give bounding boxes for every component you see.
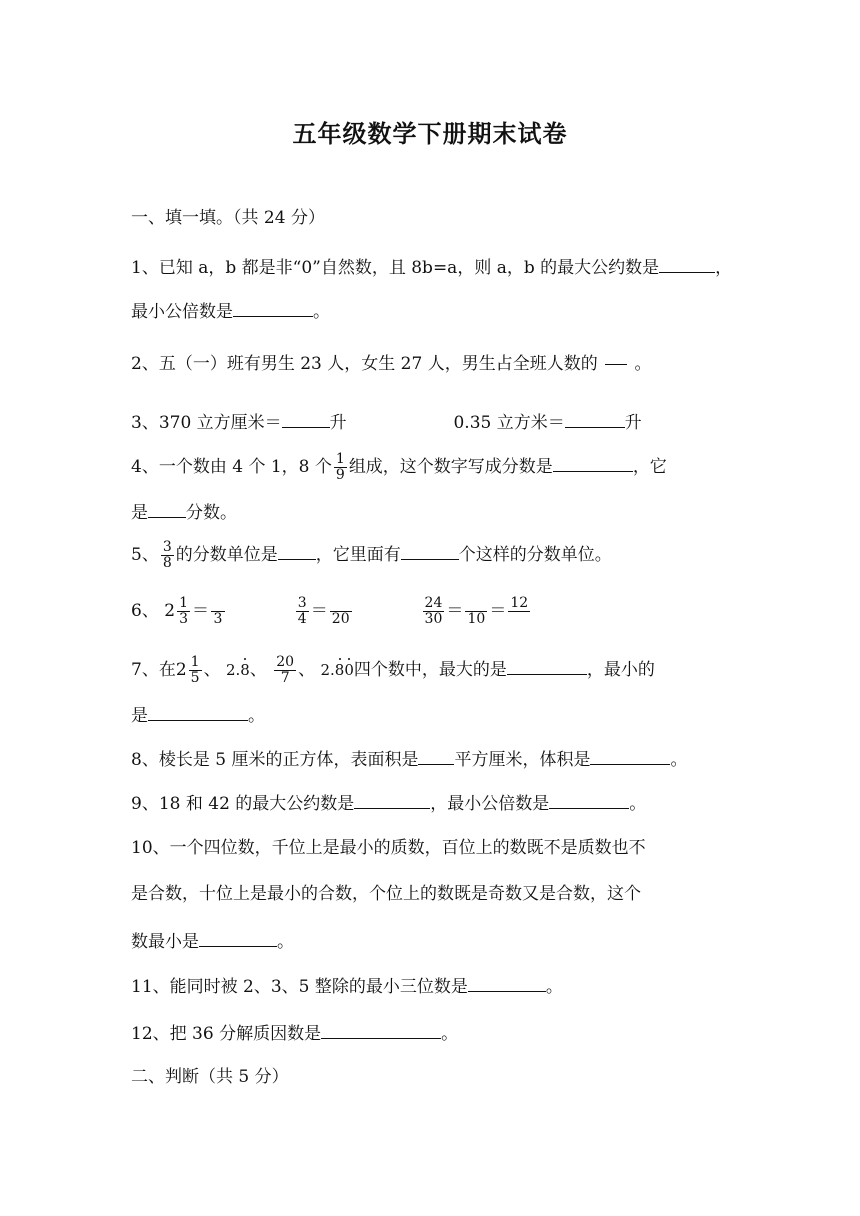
answer-blank[interactable] — [354, 790, 430, 809]
answer-blank[interactable] — [565, 409, 625, 428]
question-4-line-2 — [131, 499, 237, 525]
answer-blank[interactable] — [148, 702, 248, 721]
q4b-post: 分数。 — [186, 503, 237, 523]
q5-end: 个这样的分数单位。 — [458, 545, 612, 565]
q5-text-2: ，它里面有 — [315, 545, 401, 565]
question-2 — [131, 349, 652, 380]
q3a-text: 3、370 立方厘米＝ — [131, 413, 282, 433]
section-heading-2: 二、判断（共 5 分） — [131, 1067, 289, 1087]
mixed-whole: 2 — [164, 601, 176, 621]
question-11 — [131, 973, 563, 999]
q4b-pre: 是 — [131, 503, 148, 523]
q8-end: 。 — [670, 750, 688, 770]
answer-blank[interactable] — [659, 254, 715, 273]
q3b-text: 0.35 立方米＝ — [453, 413, 565, 433]
q8-text-2: 平方厘米，体积是 — [454, 750, 591, 770]
answer-blank[interactable] — [233, 298, 313, 317]
q6-label: 6、 — [131, 601, 159, 621]
q9-end: 。 — [629, 794, 647, 814]
question-1-line-2 — [131, 298, 330, 324]
q1b-text: 最小公倍数是 — [131, 302, 233, 322]
fraction: $\frac{24}{30}$ — [424, 595, 443, 627]
q7b-end: 。 — [248, 706, 265, 726]
fraction-answer-blank[interactable]: 12 — [510, 595, 529, 611]
answer-blank[interactable] — [148, 499, 186, 518]
q2-text: 2、五（一）班有男生 23 人，女生 27 人，男生占全班人数的 — [131, 354, 598, 374]
question-8 — [131, 746, 687, 772]
q11-end: 。 — [545, 977, 563, 997]
fraction: $\frac{1}{3}$ — [179, 595, 188, 627]
fraction: $\frac{20}{7}$ — [276, 654, 295, 686]
q11-text: 11、能同时被 2、3、5 整除的最小三位数是 — [131, 977, 468, 997]
question-10-line-3 — [131, 928, 294, 954]
q2-end: 。 — [634, 354, 652, 374]
answer-blank[interactable] — [468, 973, 546, 992]
question-12 — [131, 1020, 458, 1046]
q12-text: 12、把 36 分解质因数是 — [131, 1024, 322, 1044]
q9-text-2: ，最小公倍数是 — [430, 794, 550, 814]
fraction-answer-blank[interactable]: 10 — [465, 596, 487, 627]
fraction: $\frac{1}{5}$ — [190, 654, 200, 686]
question-10-line-1: 10、一个四位数，千位上是最小的质数，百位上的数既不是质数也不 — [131, 838, 646, 858]
answer-blank[interactable] — [590, 746, 670, 765]
q1b-end: 。 — [313, 302, 330, 322]
mixed-whole: 2 — [175, 660, 187, 680]
question-10-line-2: 是合数，十位上是最小的合数，个位上的数既是奇数又是合数，这个 — [131, 884, 641, 904]
answer-blank[interactable] — [282, 409, 330, 428]
q8-text: 8、棱长是 5 厘米的正方体，表面积是 — [131, 750, 419, 770]
fraction-answer-blank[interactable]: 3 — [211, 596, 225, 627]
answer-blank[interactable] — [321, 1020, 441, 1039]
q4-text-2: 组成，这个数字写成分数是 — [348, 457, 553, 477]
question-3 — [131, 409, 642, 435]
q1-text: 1、已知 a，b 都是非“0”自然数，且 8b=a，则 a，b 的最大公约数是 — [131, 258, 660, 278]
answer-blank[interactable] — [553, 453, 633, 472]
question-4-line-1 — [131, 452, 667, 483]
fraction: $\frac{3}{8}$ — [162, 539, 172, 571]
q4-end: ，它 — [632, 457, 667, 477]
question-6 — [131, 596, 532, 627]
answer-blank[interactable] — [549, 790, 629, 809]
q3b-unit: 升 — [624, 413, 642, 433]
question-7-line-2 — [131, 702, 265, 728]
repeating-decimal: 2.8 — [225, 661, 250, 679]
fraction-answer-blank[interactable] — [605, 349, 627, 380]
separator: 、 — [298, 660, 316, 680]
q1-end: ， — [715, 258, 733, 278]
separator: 、 — [203, 660, 221, 680]
q4-text: 4、一个数由 4 个 1，8 个 — [131, 457, 332, 477]
q7-text: 7、在 — [131, 660, 176, 680]
separator: 、 — [249, 660, 267, 680]
answer-blank[interactable] — [199, 928, 277, 947]
equals-sign: ＝ — [446, 601, 464, 621]
section-heading-1: 一、填一填。（共 24 分） — [131, 208, 325, 228]
q7-end: ，最小的 — [586, 660, 655, 680]
q3a-unit: 升 — [329, 413, 347, 433]
answer-blank[interactable] — [401, 541, 459, 560]
fraction-answer-blank[interactable]: 20 — [330, 596, 352, 627]
answer-blank[interactable] — [278, 541, 316, 560]
equals-sign: ＝ — [310, 601, 328, 621]
question-9 — [131, 790, 646, 816]
equals-sign: ＝ — [191, 601, 209, 621]
q5-text: 的分数单位是 — [175, 545, 278, 565]
fraction: $\frac{1}{9}$ — [335, 451, 345, 483]
answer-blank[interactable] — [418, 746, 454, 765]
q10c-end: 。 — [277, 932, 294, 952]
question-5 — [131, 540, 612, 571]
q12-end: 。 — [441, 1024, 459, 1044]
question-7-line-1 — [131, 655, 655, 686]
q5-label: 5、 — [131, 545, 159, 565]
q9-text: 9、18 和 42 的最大公约数是 — [131, 794, 355, 814]
answer-blank[interactable] — [507, 656, 587, 675]
q7-text-2: 四个数中，最大的是 — [353, 660, 507, 680]
q7b-pre: 是 — [131, 706, 148, 726]
fraction: $\frac{3}{4}$ — [297, 595, 307, 627]
q10c-pre: 数最小是 — [131, 932, 199, 952]
equals-sign: ＝ — [489, 601, 507, 621]
page-title: 五年级数学下册期末试卷 — [292, 119, 568, 148]
repeating-decimal: 2.80 — [320, 661, 354, 679]
question-1-line-1 — [131, 254, 732, 280]
